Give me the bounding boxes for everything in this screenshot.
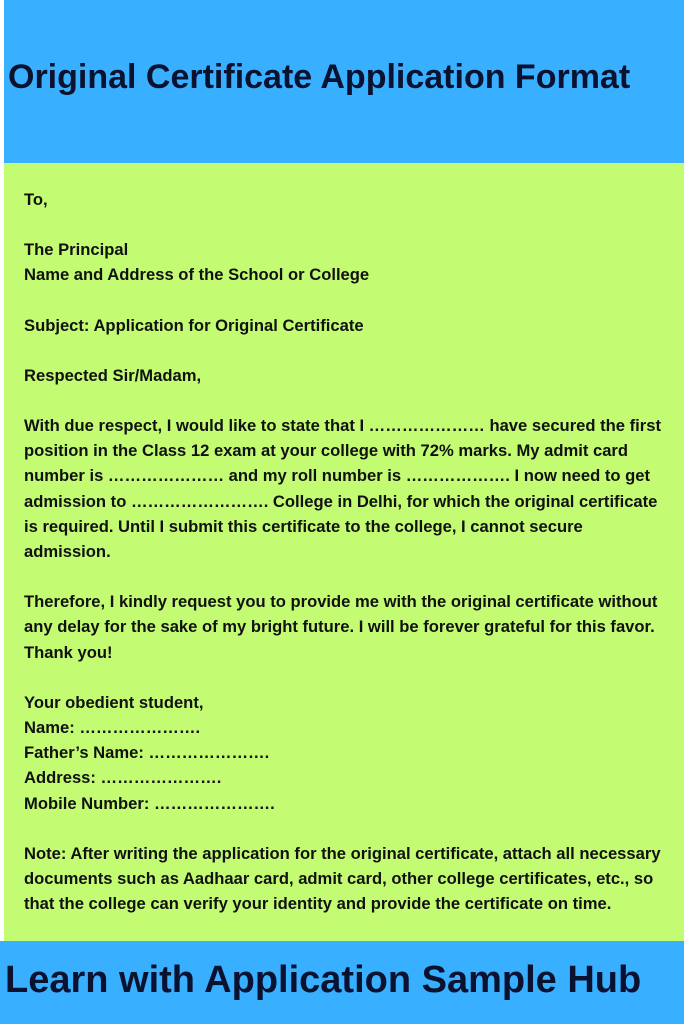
footer-text: Learn with Application Sample Hub [5, 959, 642, 1001]
salutation-to: To, [24, 190, 48, 209]
greeting: Respected Sir/Madam, [24, 365, 202, 385]
footer-banner [0, 941, 684, 1024]
body-paragraph-1: With due respect, I would like to state that I ………………… have secured the first position in the Class 12 exam at your college with 72% marks. My admit card number is ………………… and my roll number is ………………. I now need to get admission to ……………………. College in Delhi, for which the original certificate is required. Until I submit this certificate to the college, I cannot secure admission. [24, 416, 661, 562]
address-field: Address: …………………. [24, 768, 222, 788]
mobile-field: Mobile Number: …………………. [24, 793, 275, 813]
recipient-line-2: Name and Address of the School or College [24, 265, 370, 285]
closing: Your obedient student, [24, 692, 204, 712]
recipient-line-1: The Principal [24, 240, 129, 260]
subject-line: Subject: Application for Original Certificate [24, 315, 364, 335]
father-name-field: Father’s Name: …………………. [24, 743, 270, 763]
name-field: Name: …………………. [24, 718, 201, 738]
header-banner [4, 0, 684, 163]
note-paragraph: Note: After writing the application for the original certificate, attach all necessary documents such as Aadhaar card, admit card, other college certificates, etc., so that the college can verify your identity and provide the certificate on time. [24, 843, 661, 914]
page-title: Original Certificate Application Format [8, 58, 631, 96]
body-paragraph-2: Therefore, I kindly request you to provide me with the original certificate without any delay for the sake of my bright future. I will be forever grateful for this favor. Thank you! [24, 592, 658, 662]
letter-panel [4, 163, 684, 941]
letter-text [24, 187, 664, 916]
